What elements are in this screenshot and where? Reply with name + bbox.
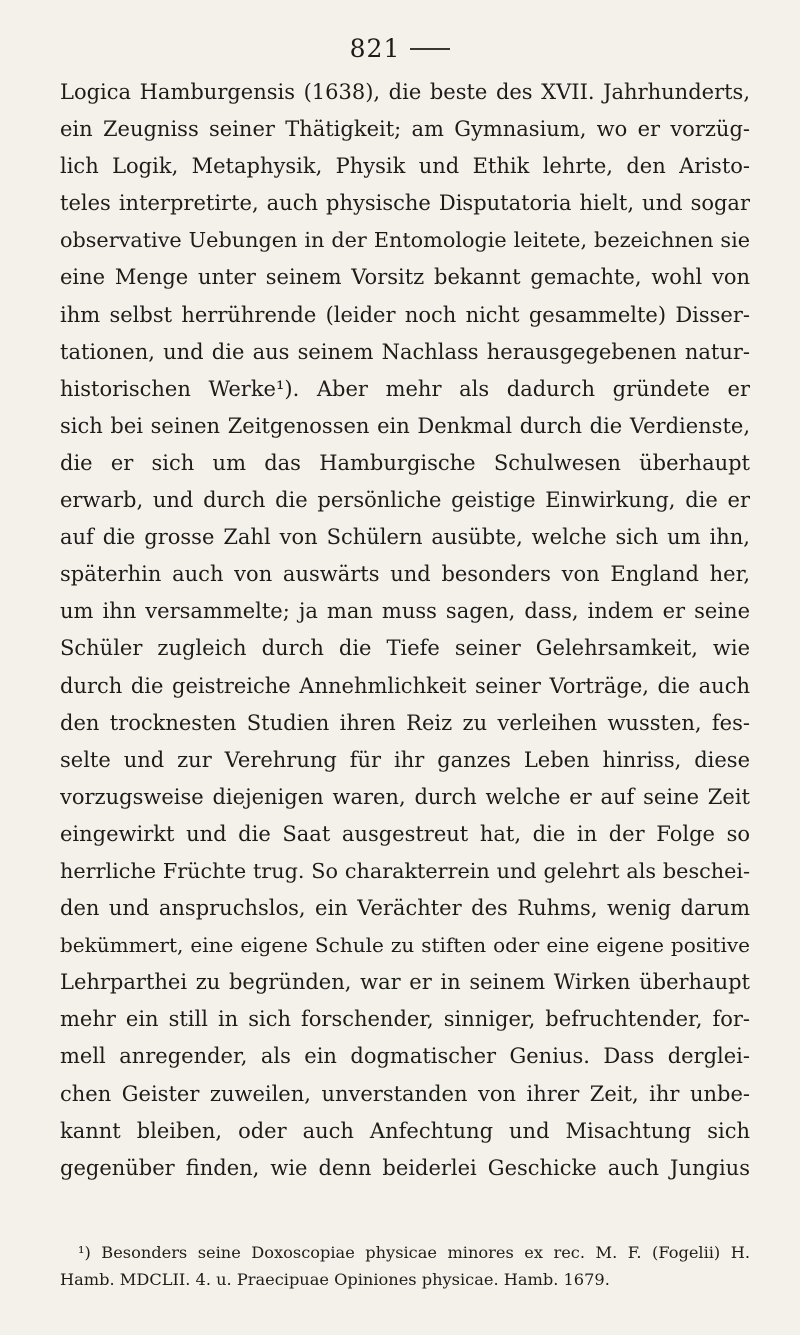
text-line: um ihn versammelte; ja man muss sagen, dass, indem er seine <box>60 599 750 624</box>
main-text <box>60 74 750 1187</box>
text-line: Logica Hamburgensis (1638), die beste des XVII. Jahrhunderts, <box>60 80 750 104</box>
text-line: den trocknesten Studien ihren Reiz zu verleihen wussten, fes- <box>60 710 750 735</box>
text-line: kannt bleiben, oder auch Anfechtung und Misachtung sich <box>60 1118 750 1143</box>
text-line: teles interpretirte, auch physische Disputatoria hielt, und sogar <box>60 191 750 216</box>
text-line: eine Menge unter seinem Vorsitz bekannt gemachte, wohl von <box>60 265 750 290</box>
text-line: Schüler zugleich durch die Tiefe seiner Gelehrsamkeit, wie <box>60 636 750 661</box>
text-line: gegenüber finden, wie denn beiderlei Geschicke auch Jungius <box>60 1155 750 1180</box>
text-line: ein Zeugniss seiner Thätigkeit; am Gymnasium, wo er vorzüg- <box>60 117 750 142</box>
text-line: erwarb, und durch die persönliche geistige Einwirkung, die er <box>60 488 750 513</box>
text-line: sich bei seinen Zeitgenossen ein Denkmal durch die Verdienste, <box>60 413 750 438</box>
text-line: chen Geister zuweilen, unverstanden von ihrer Zeit, ihr unbe- <box>60 1081 750 1106</box>
text-line: selte und zur Verehrung für ihr ganzes Leben hinriss, diese <box>60 747 750 772</box>
header-dash <box>410 48 450 50</box>
text-line: die er sich um das Hamburgische Schulwesen überhaupt <box>60 450 750 475</box>
text-line: durch die geistreiche Annehmlichkeit seiner Vorträge, die auch <box>60 673 750 698</box>
text-line: mell anregender, als ein dogmatischer Genius. Dass derglei- <box>60 1044 750 1069</box>
text-line: Lehrparthei zu begründen, war er in seinem Wirken überhaupt <box>60 970 750 995</box>
text-line: observative Uebungen in der Entomologie leitete, bezeichnen sie <box>60 228 750 253</box>
text-line: vorzugsweise diejenigen waren, durch welche er auf seine Zeit <box>60 784 750 809</box>
footnote-line: Hamb. MDCLII. 4. u. Praecipuae Opiniones physicae. Hamb. 1679. <box>60 1270 610 1289</box>
text-line: mehr ein still in sich forschender, sinniger, befruchtender, for- <box>60 1007 750 1032</box>
text-line: tationen, und die aus seinem Nachlass herausgegebenen natur- <box>60 339 750 364</box>
text-line: ihm selbst herrührende (leider noch nicht gesammelte) Disser- <box>60 302 750 327</box>
footnote-line: ¹) Besonders seine Doxoscopiae physicae minores ex rec. M. F. (Fogelii) H. <box>78 1243 750 1262</box>
text-line: lich Logik, Metaphysik, Physik und Ethik lehrte, den Aristo- <box>60 154 750 179</box>
text-line: auf die grosse Zahl von Schülern ausübte, welche sich um ihn, <box>60 525 750 550</box>
footnotes <box>60 1239 750 1293</box>
text-line: späterhin auch von auswärts und besonders von England her, <box>60 562 750 587</box>
text-line: herrliche Früchte trug. So charakterrein und gelehrt als beschei- <box>60 858 750 883</box>
text-line: bekümmert, eine eigene Schule zu stiften oder eine eigene positive <box>60 933 750 958</box>
text-line: den und anspruchslos, ein Verächter des Ruhms, wenig darum <box>60 896 750 921</box>
page-header <box>0 32 800 63</box>
page-number: 821 <box>349 34 401 63</box>
text-line: eingewirkt und die Saat ausgestreut hat, die in der Folge so <box>60 821 750 846</box>
text-line: historischen Werke¹). Aber mehr als dadurch gründete er <box>60 376 750 401</box>
